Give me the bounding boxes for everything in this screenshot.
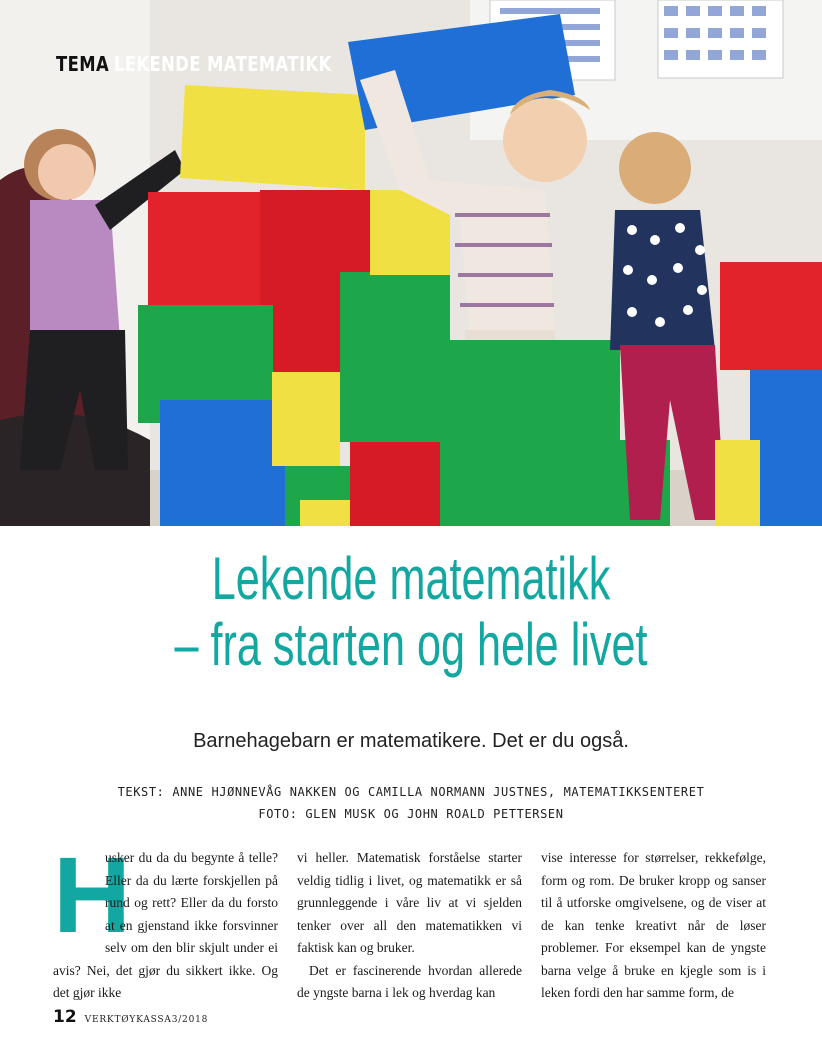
body-paragraph: vise interesse for størrelser, rekkefølge, form og rom. De bruker kropp og sanser til å utforske omgivelsene, og de viser at de kan tenke kreativt når de løser problemer. For eksempel kan de yngste barna velge å bruke en kjegle som is i leken fordi den har samme form, de (541, 850, 766, 1000)
text-credit: TEKST: ANNE HJØNNEVÅG NAKKEN OG CAMILLA NORMANN JUSTNES, MATEMATIKKSENTERET (117, 785, 705, 799)
dropcap: H (53, 834, 131, 955)
body-text: usker du da du begynte å telle? Eller da du lærte forskjellen på rund og rett? Eller da du forsto at en gjenstand ikke forsvinner selv om den blir skjult under ei avis? Nei, det gjør du sikkert ikke. Og det gjør ikke (53, 850, 278, 1000)
body-column-2 (297, 847, 522, 1005)
article-subtitle: Barnehagebarn er matematikere. Det er du også. (193, 730, 629, 752)
hero-photo (0, 0, 822, 526)
section-topic: LEKENDE MATEMATIKK (113, 52, 332, 76)
hero-photo-illustration (0, 0, 822, 526)
photo-credit: FOTO: GLEN MUSK OG JOHN ROALD PETTERSEN (258, 807, 564, 821)
magazine-issue: VERKTØYKASSA3/2018 (84, 1015, 209, 1025)
article-title-line-2: – fra starten og hele livet (174, 611, 648, 678)
body-paragraph: vi heller. Matematisk forståelse starter veldig tidlig i livet, og matematikk er så grunnleggende i våre liv at vi sjelden tenker over all den matematikken vi faktisk kan og bruker. (297, 850, 522, 955)
page-footer (53, 1007, 208, 1027)
body-column-1 (53, 834, 278, 1005)
body-paragraph: Det er fascinerende hvordan allerede de yngste barna i lek og hverdag kan (297, 962, 522, 1000)
section-label (56, 52, 332, 76)
article-title-line-1: Lekende matematikk (211, 545, 611, 612)
article-title (0, 546, 822, 678)
page-number: 12 (53, 1007, 77, 1027)
body-column-3 (541, 847, 766, 1005)
body-paragraph (53, 834, 278, 1005)
section-kicker: TEMA (56, 52, 110, 76)
article-credits (0, 781, 822, 825)
